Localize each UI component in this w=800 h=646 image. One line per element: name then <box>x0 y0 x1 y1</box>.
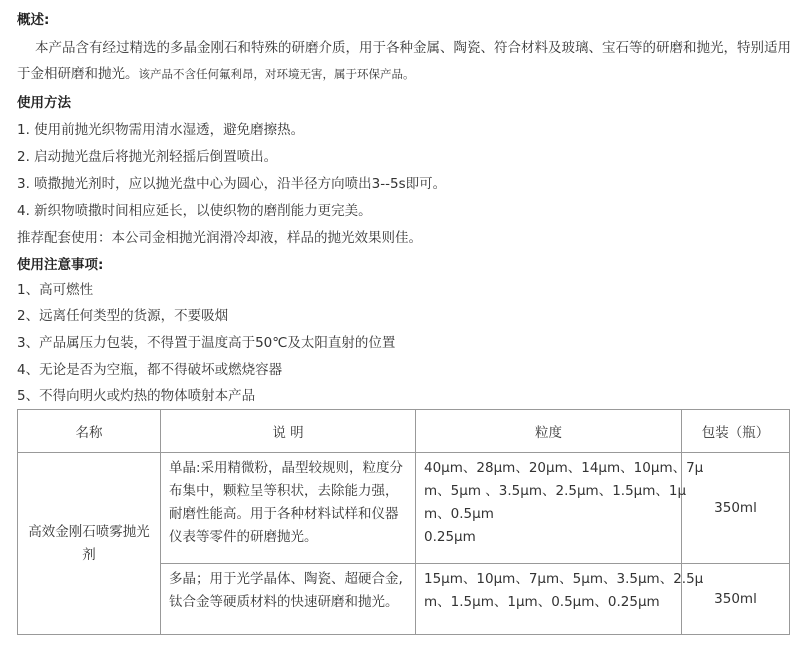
packaging-cell: 350ml <box>682 453 790 564</box>
product-spec-table <box>17 409 790 635</box>
caution-item-4: 4、无论是否为空瓶，都不得破坏或燃烧容器 <box>17 362 283 378</box>
table-header-row <box>18 410 790 453</box>
product-name-cell: 高效金刚石喷雾抛光剂 <box>18 453 161 635</box>
description-line: 仪表等零件的研磨抛光。 <box>169 529 318 545</box>
description-line: 耐磨性能高。用于各种材料试样和仪器 <box>169 506 399 522</box>
grit-size-line: 40μm、28μm、20μm、14μm、10μm、7μ <box>424 460 704 476</box>
usage-heading: 使用方法 <box>17 95 71 111</box>
usage-step-4: 4. 新织物喷撒时间相应延长，以使织物的磨削能力更完美。 <box>17 203 372 219</box>
overview-paragraph-line1: 本产品含有经过精选的多晶金刚石和特殊的研磨介质，用于各种金属、陶瓷、符合材料及玻璃、宝石等的研磨和抛光，特别适用 <box>35 40 791 56</box>
table-row <box>18 453 790 564</box>
grit-size-line: 15μm、10μm、7μm、5μm、3.5μm、2.5μ <box>424 571 704 587</box>
usage-step-3: 3. 喷撒抛光剂时，应以抛光盘中心为圆心，沿半径方向喷出3--5s即可。 <box>17 176 447 192</box>
cautions-heading: 使用注意事项: <box>17 257 104 273</box>
grit-size-cell <box>416 453 704 564</box>
caution-item-5: 5、不得向明火或灼热的物体喷射本产品 <box>17 388 256 404</box>
description-cell <box>161 453 416 564</box>
grit-size-line: m、0.5μm <box>424 506 494 522</box>
header-name: 名称 <box>18 410 161 453</box>
overview-paragraph-text: 于金相研磨和抛光。 <box>17 66 139 82</box>
description-line: 单晶:采用精微粉，晶型较规则，粒度分 <box>169 460 404 476</box>
overview-heading: 概述: <box>17 12 50 28</box>
usage-step-1: 1. 使用前抛光织物需用清水湿透，避免磨擦热。 <box>17 122 305 138</box>
caution-item-3: 3、产品属压力包装，不得置于温度高于50℃及太阳直射的位置 <box>17 335 396 351</box>
description-cell <box>161 564 416 635</box>
grit-size-line: m、5μm 、3.5μm、2.5μm、1.5μm、1μ <box>424 483 687 499</box>
caution-item-1: 1、高可燃性 <box>17 282 94 298</box>
grit-size-line: m、1.5μm、1μm、0.5μm、0.25μm <box>424 594 660 610</box>
overview-eco-note: 该产品不含任何氟利昂，对环境无害，属于环保产品。 <box>138 67 415 81</box>
grit-size-cell <box>416 564 704 635</box>
header-packaging: 包装（瓶） <box>682 410 790 453</box>
description-line: 钛合金等硬质材料的快速研磨和抛光。 <box>169 594 399 610</box>
header-description: 说 明 <box>161 410 416 453</box>
usage-step-2: 2. 启动抛光盘后将抛光剂轻摇后倒置喷出。 <box>17 149 278 165</box>
header-grit-size: 粒度 <box>416 410 682 453</box>
usage-recommendation: 推荐配套使用：本公司金相抛光润滑冷却液，样品的抛光效果则佳。 <box>17 230 422 246</box>
grit-size-line: 0.25μm <box>424 529 476 545</box>
packaging-cell: 350ml <box>682 564 790 635</box>
description-line: 布集中，颗粒呈等积状，去除能力强， <box>169 483 399 499</box>
overview-paragraph-line2 <box>17 64 415 84</box>
description-line: 多晶；用于光学晶体、陶瓷、超硬合金, <box>169 571 403 587</box>
caution-item-2: 2、远离任何类型的货源，不要吸烟 <box>17 308 229 324</box>
